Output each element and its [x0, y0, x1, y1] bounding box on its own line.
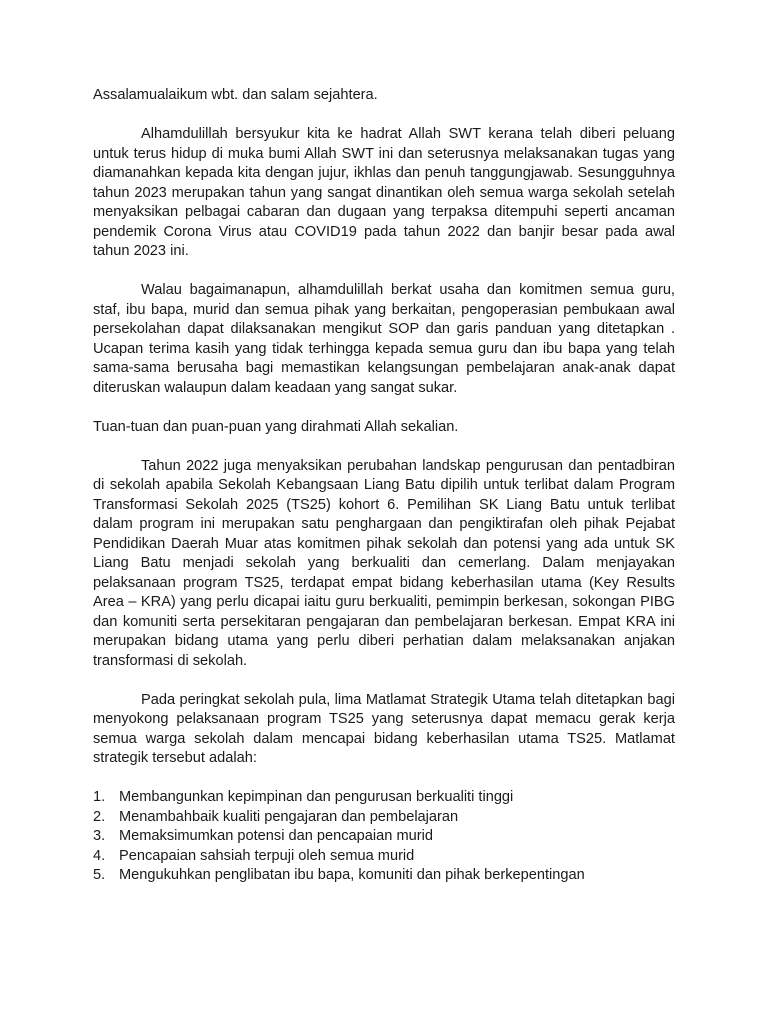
- list-item-number: 1.: [93, 789, 106, 805]
- strategic-goals-list: [93, 788, 675, 886]
- list-item-number: 4.: [93, 847, 106, 864]
- paragraph-ts25: Tahun 2022 juga menyaksikan perubahan landskap pengurusan dan pentadbiran di sekolah apabila Sekolah Kebangsaan Liang Batu dipilih untuk terlibat dalam Program Transformasi Sekolah 2025 (TS25) kohort 6. Pemilihan SK Liang Batu untuk terlibat dalam program ini merupakan satu penghargaan dan pengiktirafan oleh pihak Pejabat Pendidikan Daerah Muar atas komitmen pihak sekolah dan potensi yang ada untuk SK Liang Batu menjadi sekolah yang berkualiti dan cemerlang. Dalam menjayakan pelaksanaan program TS25, terdapat empat bidang keberhasilan utama (Key Results Area – KRA) yang perlu dicapai iaitu guru berkualiti, pemimpin berkesan, sokongan PIBG dan komuniti serta persekitaran pengajaran dan pembelajaran berkesan. Empat KRA ini merupakan bidang utama yang perlu diberi perhatian dalam melaksanakan anjakan transformasi di sekolah.: [93, 457, 675, 669]
- list-item: [93, 808, 675, 828]
- document-body: [93, 86, 675, 886]
- list-item: [93, 866, 675, 886]
- list-item-number: 5.: [93, 867, 106, 883]
- list-item-text: Mengukuhkan penglibatan ibu bapa, komuniti dan pihak berkepentingan: [119, 867, 585, 883]
- list-item: [93, 847, 675, 867]
- list-item-text: Menambahbaik kualiti pengajaran dan pembelajaran: [119, 808, 459, 825]
- paragraph-strategic-goals: Pada peringkat sekolah pula, lima Matlamat Strategik Utama telah ditetapkan bagi menyokong pelaksanaan program TS25 yang seterusnya dapat memacu gerak kerja semua warga sekolah dalam mencapai bidang keberhasilan utama TS25. Matlamat strategik tersebut adalah:: [93, 691, 675, 766]
- paragraph-appreciation: Walau bagaimanapun, alhamdulillah berkat usaha dan komitmen semua guru, staf, ibu bapa, murid dan semua pihak yang berkaitan, pengoperasian pembukaan awal persekolahan dapat dilaksanakan mengikut SOP dan garis panduan yang ditetapkan . Ucapan terima kasih yang tidak terhingga kepada semua guru dan ibu bapa yang telah sama-sama berusaha bagi memastikan kelangsungan pembelajaran anak-anak dapat diteruskan walaupun dalam keadaan yang sangat sukar.: [93, 282, 675, 396]
- list-item-number: 2.: [93, 808, 106, 825]
- paragraph-intro: Alhamdulillah bersyukur kita ke hadrat Allah SWT kerana telah diberi peluang untuk terus hidup di muka bumi Allah SWT ini dan seterusnya melaksanakan tugas yang diamanahkan kepada kita dengan jujur, ikhlas dan penuh tanggungjawab. Sesungguhnya tahun 2023 merupakan tahun yang sangat dinantikan oleh semua warga sekolah setelah menyaksikan pelbagai cabaran dan dugaan yang terpaksa ditempuhi seperti ancaman pendemik Corona Virus atau COVID19 pada tahun 2022 dan banjir besar pada awal tahun 2023 ini.: [93, 126, 675, 259]
- list-item-text: Pencapaian sahsiah terpuji oleh semua murid: [119, 847, 415, 864]
- list-item-text: Memaksimumkan potensi dan pencapaian murid: [119, 828, 433, 844]
- list-item-number: 3.: [93, 828, 106, 844]
- list-item: [93, 788, 675, 808]
- address-line: Tuan-tuan dan puan-puan yang dirahmati Allah sekalian.: [93, 418, 459, 435]
- list-item: [93, 827, 675, 847]
- list-item-text: Membangunkan kepimpinan dan pengurusan berkualiti tinggi: [119, 789, 514, 805]
- greeting: Assalamualaikum wbt. dan salam sejahtera.: [93, 87, 378, 103]
